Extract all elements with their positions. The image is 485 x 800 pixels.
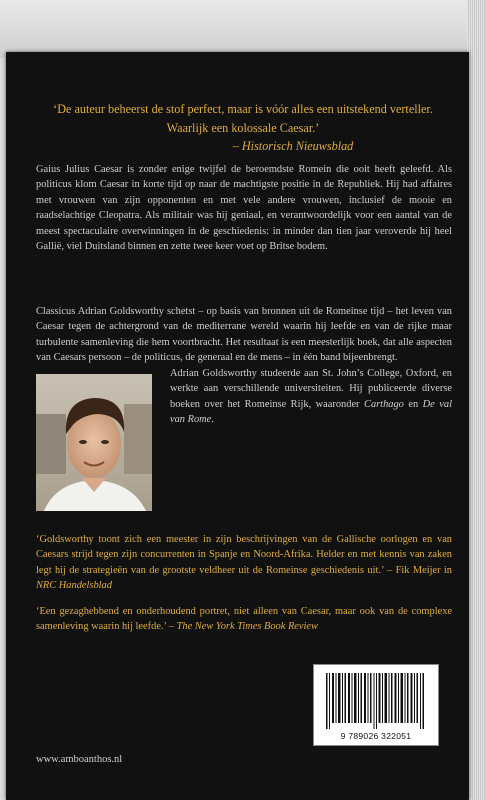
isbn-number: 9 789026 322051 <box>340 731 412 741</box>
page-block-edge <box>467 0 485 800</box>
book-title-carthago: Carthago <box>364 398 404 410</box>
top-quote <box>48 100 438 156</box>
author-bio-text: Adrian Goldsworthy studeerde aan St. John’s College, Oxford, en werkte aan verschillende universiteiten. Hij publiceerde diverse boeken over het Romeinse Rijk, waaronder <box>170 368 452 410</box>
review-quote-nrc-text: ‘Goldsworthy toont zich een meester in zijn beschrijvingen van de Gallische oorlogen en van Caesars strijd tegen zijn concurrenten in Spanje en Noord-Afrika. Helder en met kennis van zaken legt hij de strategieën van de grootste veldheer uit de Romeinse geschiedenis uit.’ <box>36 534 452 576</box>
review-quote-nyt-source: – The New York Times Book Review <box>168 621 318 633</box>
top-quote-source: – Historisch Nieuwsblad <box>232 139 354 153</box>
review-quote-nrc-publication: NRC Handelsblad <box>36 580 112 592</box>
review-quote-nyt-text: ‘Een gezaghebbend en onderhoudend portret, niet alleen van Caesar, maar ook van de complexe samenleving waarin hij leefde.’ <box>36 606 452 633</box>
author-bio <box>170 366 452 428</box>
top-quote-text: ‘De auteur beheerst de stof perfect, maar is vóór alles een uitstekend verteller. Waarlijk een kolossale Caesar.’ <box>53 102 433 135</box>
bio-connector: en <box>408 398 419 410</box>
isbn-barcode <box>313 664 439 746</box>
publisher-website[interactable]: www.amboanthos.nl <box>36 754 123 765</box>
author-photo <box>36 374 152 511</box>
summary-paragraph-1: Gaius Julius Caesar is zonder enige twijfel de beroemdste Romein die ooit heeft geleefd. Als politicus klom Caesar in korte tijd op naar de machtigste positie in de Republiek. Hij had affaires met vrouwen van zijn opponenten en met vele andere vrouwen, inclusief de mooie en raadselachtige Cleopatra. Als militair was hij geniaal, en verantwoordelijk voor een aantal van de meest spectaculaire overwinningen in de geschiedenis: in minder dan tien jaar veroverde hij heel Gallië, viel Duitsland binnen en zette twee keer voet op Britse bodem. <box>36 164 452 253</box>
bio-end: . <box>211 414 214 426</box>
review-quote-nrc-author: – Fik Meijer in <box>387 564 452 576</box>
summary-paragraph-2: Classicus Adrian Goldsworthy schetst – op basis van bronnen uit de Romeinse tijd – het leven van Caesar tegen de achtergrond van de mediterrane wereld waarin hij leefde en van de rijke maar turbulente samenleving die hem voortbracht. Het resultaat is een meesterlijk boek, dat alle aspecten van Caesars persoon – de politicus, de generaal en de mens – in één band bijeenbrengt. <box>36 306 452 364</box>
review-quote-nyt <box>36 604 452 635</box>
book-title-de-val-van-rome: De val van Rome <box>170 398 452 426</box>
back-cover <box>6 52 469 800</box>
page-block-top <box>0 0 485 58</box>
review-quote-nrc <box>36 532 452 594</box>
